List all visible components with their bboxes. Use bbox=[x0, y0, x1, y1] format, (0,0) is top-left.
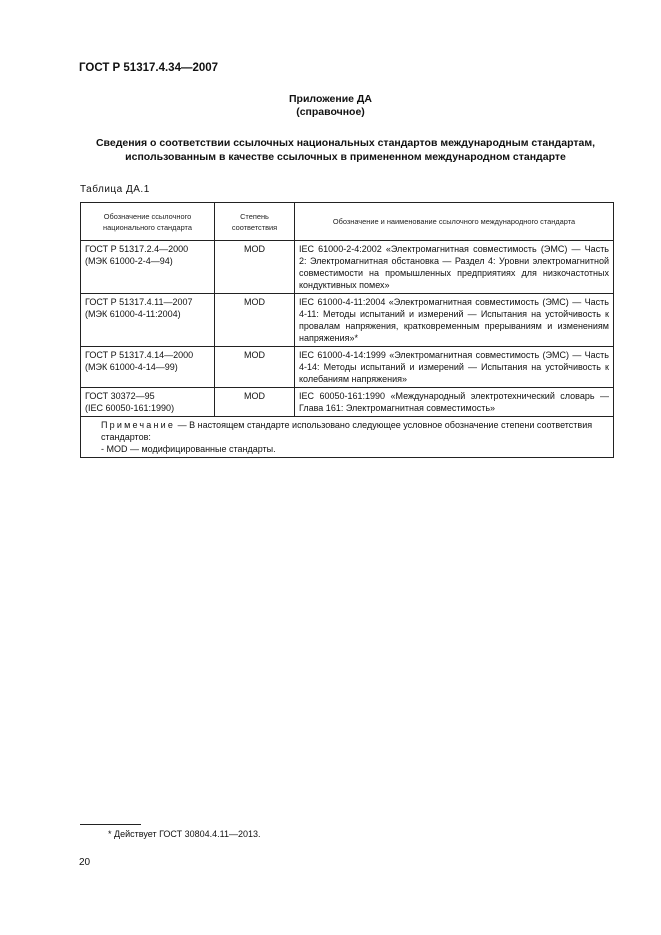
header-national-line-1: Обозначение ссылочного bbox=[103, 211, 192, 221]
footnote-separator bbox=[80, 824, 141, 825]
table-caption: Таблица ДА.1 bbox=[80, 184, 150, 195]
section-heading-line-1: Сведения о соответствии ссылочных национальных стандартов международным стандартам, bbox=[95, 137, 596, 149]
section-heading-line-2: использованным в качестве ссылочных в примененном международном стандарте bbox=[125, 151, 566, 163]
degree-cell: MOD bbox=[215, 241, 295, 294]
iec-equivalent-code: (IEC 60050-161:1990) bbox=[85, 403, 175, 413]
footnote: * Действует ГОСТ 30804.4.11—2013. bbox=[108, 829, 261, 839]
iec-equivalent-code: (МЭК 61000-4-11:2004) bbox=[85, 309, 181, 319]
table-header-row bbox=[81, 203, 614, 241]
international-standard-cell: IEC 61000-4-11:2004 «Электромагнитная совместимость (ЭМС) — Часть 4-11: Методы испытаний и измерений — Испытания на устойчивость к провалам напряжения, кратковременным прерываниям и изменениям напряжения»* bbox=[295, 294, 614, 347]
appendix-title: Приложение ДА bbox=[289, 93, 372, 105]
section-heading bbox=[80, 136, 611, 164]
table-note bbox=[81, 417, 614, 458]
header-degree-line-1: Степень bbox=[240, 211, 269, 221]
standards-table bbox=[80, 202, 614, 458]
note-label: Примечание bbox=[101, 420, 176, 430]
appendix-subtitle: (справочное) bbox=[296, 106, 365, 118]
national-standard-code: ГОСТ 30372—95 bbox=[85, 391, 155, 401]
document-number: ГОСТ Р 51317.4.34—2007 bbox=[79, 62, 219, 74]
header-degree-line-2: соответствия bbox=[231, 222, 278, 232]
note-item: - MOD — модифицированные стандарты. bbox=[101, 444, 276, 454]
iec-equivalent-code: (МЭК 61000-4-14—99) bbox=[85, 362, 178, 372]
table-row bbox=[81, 294, 614, 347]
table-note-paragraph bbox=[85, 419, 609, 443]
header-degree bbox=[215, 203, 295, 241]
table-row bbox=[81, 347, 614, 388]
national-standard-code: ГОСТ Р 51317.4.11—2007 bbox=[85, 297, 193, 307]
header-national-line-2: национального стандарта bbox=[103, 222, 192, 232]
international-standard-cell: IEC 61000-4-14:1999 «Электромагнитная совместимость (ЭМС) — Часть 4-14: Методы испытаний и измерений — Испытания на устойчивость к колебаниям напряжения» bbox=[295, 347, 614, 388]
header-national-standard bbox=[81, 203, 215, 241]
degree-cell: MOD bbox=[215, 388, 295, 417]
international-standard-cell: IEC 61000-2-4:2002 «Электромагнитная совместимость (ЭМС) — Часть 2: Электромагнитная обстановка — Раздел 4: Уровни электромагнитной совместимости на промышленных предприятиях для низкочастотных кондуктивных помех» bbox=[295, 241, 614, 294]
international-standard-cell: IEC 60050-161:1990 «Международный электротехнический словарь — Глава 161: Электромагнитная совместимость» bbox=[295, 388, 614, 417]
header-international-standard: Обозначение и наименование ссылочного международного стандарта bbox=[295, 203, 614, 241]
page-number: 20 bbox=[79, 857, 91, 868]
national-standard-cell bbox=[81, 241, 215, 294]
national-standard-cell bbox=[81, 294, 215, 347]
table-row bbox=[81, 241, 614, 294]
national-standard-cell bbox=[81, 388, 215, 417]
iec-equivalent-code: (МЭК 61000-2-4—94) bbox=[85, 256, 173, 266]
degree-cell: MOD bbox=[215, 294, 295, 347]
table-row bbox=[81, 388, 614, 417]
note-text: — В настоящем стандарте использовано следующее условное обозначение степени соответствия стандартов: bbox=[101, 420, 593, 442]
national-standard-code: ГОСТ Р 51317.4.14—2000 bbox=[85, 350, 194, 360]
national-standard-cell bbox=[81, 347, 215, 388]
degree-cell: MOD bbox=[215, 347, 295, 388]
national-standard-code: ГОСТ Р 51317.2.4—2000 bbox=[85, 244, 189, 254]
appendix-title-block bbox=[0, 93, 661, 119]
table-note-row bbox=[81, 417, 614, 458]
